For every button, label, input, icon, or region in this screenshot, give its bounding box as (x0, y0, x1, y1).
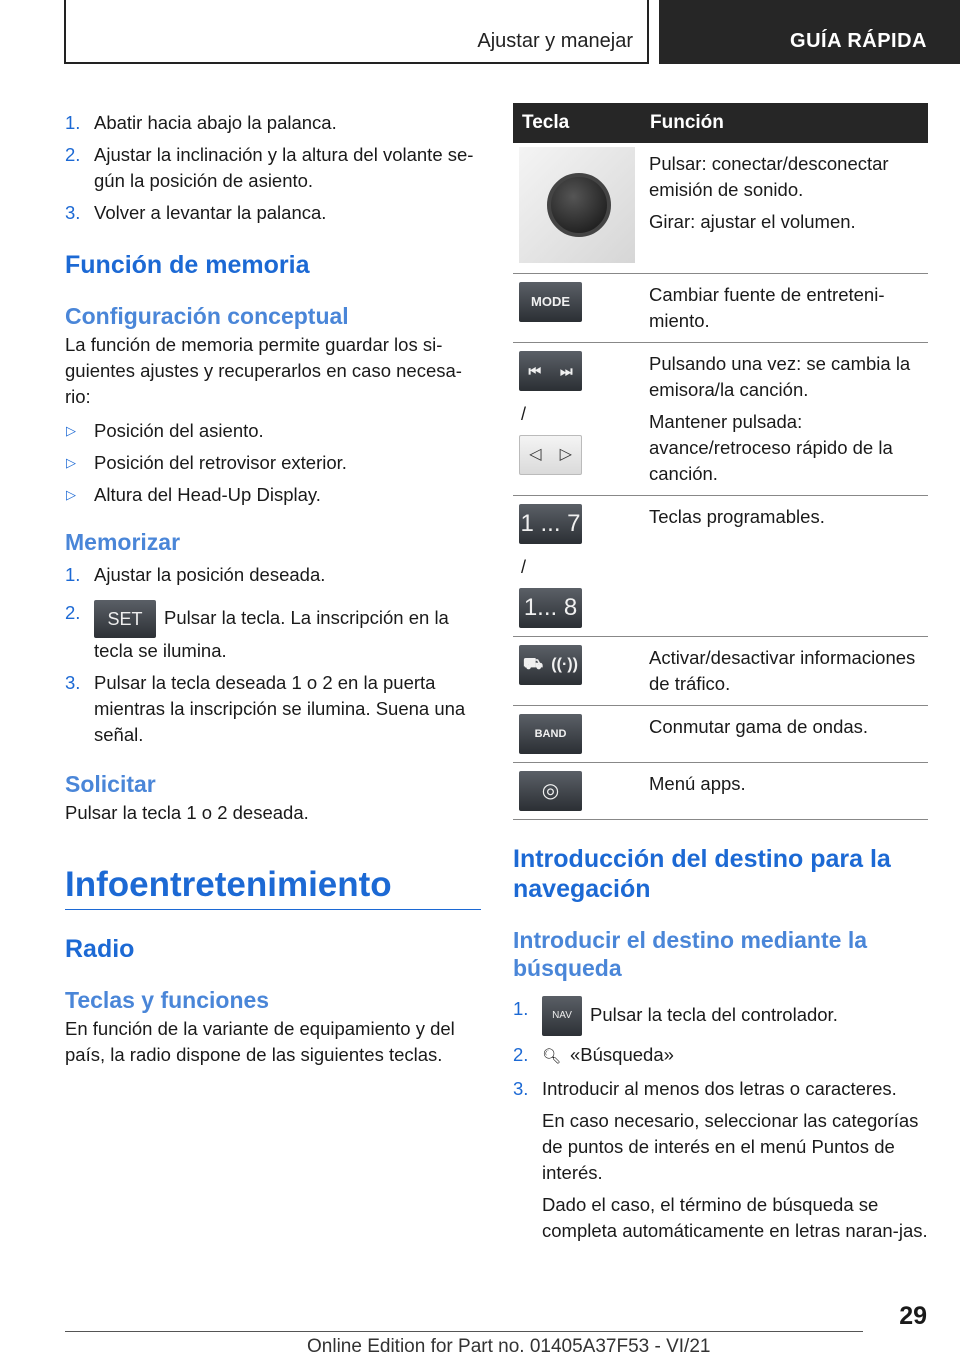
traffic-info-key-icon: ⛟ ((·)) (519, 645, 582, 685)
list-item: 3. Introducir al menos dos letras o caracteres. En caso necesario, seleccionar las categorías de puntos de interés en el menú Puntos de interés. Dado el caso, el término de búsqueda se completa automáticamente en letras naran‐jas. (513, 1078, 928, 1241)
heading-busqueda: Introducir el destino mediante la búsqueda (513, 927, 868, 981)
left-column (65, 110, 481, 1068)
header-guide-tab (659, 0, 960, 64)
steering-steps (65, 110, 481, 226)
search-icon: 🔍︎ (542, 1048, 562, 1065)
config-text: La función de memoria permite guardar los si‐guientes ajustes y recuperarlos en caso necesa‐rio: (65, 334, 462, 407)
col-header-function: Función (641, 103, 928, 143)
list-item: 2. 🔍︎ «Búsqueda» (513, 1042, 928, 1070)
table-header-row (513, 103, 928, 143)
list-item: 1. NAV Pulsar la tecla del controlador. (513, 996, 928, 1036)
table-row: BAND Conmutar gama de ondas. (513, 706, 928, 763)
heading-infoentretenimiento: Infoentretenimiento (65, 865, 392, 904)
heading-memoria: Función de memoria (65, 251, 310, 279)
teclas-text: En función de la variante de equipamiento y del país, la radio dispone de las siguientes teclas. (65, 1018, 455, 1065)
nav-button-icon: NAV (542, 996, 582, 1036)
heading-memorizar: Memorizar (65, 529, 181, 555)
heading-navigation: Introducción del destino para la navegación (513, 845, 891, 903)
preset-keys-7-icon: 1 ... 7 (519, 504, 582, 544)
table-row: MODE Cambiar fuente de entreteni‐miento. (513, 274, 928, 343)
list-item: 1. Ajustar la posición deseada. (65, 564, 326, 585)
list-item: 3. Volver a levantar la palanca. (65, 202, 327, 223)
header-guide-title: GUÍA RÁPIDA (790, 30, 927, 52)
list-item: 1. Abatir hacia abajo la palanca. (65, 112, 337, 133)
list-item: ▷ Posición del asiento. (66, 420, 264, 441)
list-item: 3. Pulsar la tecla deseada 1 o 2 en la puerta mientras la inscripción se ilumina. Suena una señal. (65, 672, 466, 745)
heading-solicitar: Solicitar (65, 771, 156, 797)
list-item: ▷ Posición del retrovisor exterior. (66, 452, 347, 473)
right-column (513, 103, 928, 1250)
solicitar-text: Pulsar la tecla 1 o 2 deseada. (65, 802, 309, 823)
list-item: ▷ Altura del Head-Up Display. (66, 484, 321, 505)
mode-key-icon: MODE (519, 282, 582, 322)
set-button-icon: SET (94, 600, 156, 638)
skip-keys-icon: ⏮ ⏭ (519, 351, 582, 391)
list-item: 2. Ajustar la inclinación y la altura del volante se‐gún la posición de asiento. (65, 144, 474, 191)
header-section-title: Ajustar y manejar (477, 30, 633, 52)
radio-keys-table (513, 103, 928, 820)
table-row: ◎ Menú apps. (513, 763, 928, 820)
header-section-box (64, 0, 649, 64)
table-row: ⛟ ((·)) Activar/desactivar informaciones de tráfico. (513, 637, 928, 706)
heading-rule (65, 909, 481, 910)
col-header-key: Tecla (513, 103, 641, 143)
table-row: ⏮ ⏭ / ◁ ▷ Pulsando una vez: se cambia la emisora/la canción. Mantener pulsada: avance/retroceso rápido de la canción. (513, 343, 928, 496)
heading-radio: Radio (65, 935, 135, 963)
edition-text: Online Edition for Part no. 01405A37F53 - VI/21 (307, 1336, 711, 1357)
memory-bullets (65, 418, 481, 508)
list-item: 2. SET Pulsar la tecla. La inscripción en la tecla se ilumina. (65, 602, 449, 661)
apps-key-icon: ◎ (519, 771, 582, 811)
band-key-icon: BAND (519, 714, 582, 754)
navigation-steps (513, 996, 928, 1244)
preset-keys-8-icon: 1... 8 (519, 588, 582, 628)
heading-config: Configuración conceptual (65, 303, 349, 329)
memorize-steps (65, 562, 481, 748)
volume-knob-icon (519, 147, 635, 263)
table-row: 1 ... 7 / 1... 8 Teclas programables. (513, 496, 928, 637)
heading-teclas: Teclas y funciones (65, 987, 270, 1013)
table-row: Pulsar: conectar/desconectar emisión de sonido. Girar: ajustar el volumen. (513, 143, 928, 274)
page-number: 29 (899, 1302, 927, 1330)
footer-rule (65, 1331, 863, 1332)
arrow-keys-icon: ◁ ▷ (519, 435, 582, 475)
